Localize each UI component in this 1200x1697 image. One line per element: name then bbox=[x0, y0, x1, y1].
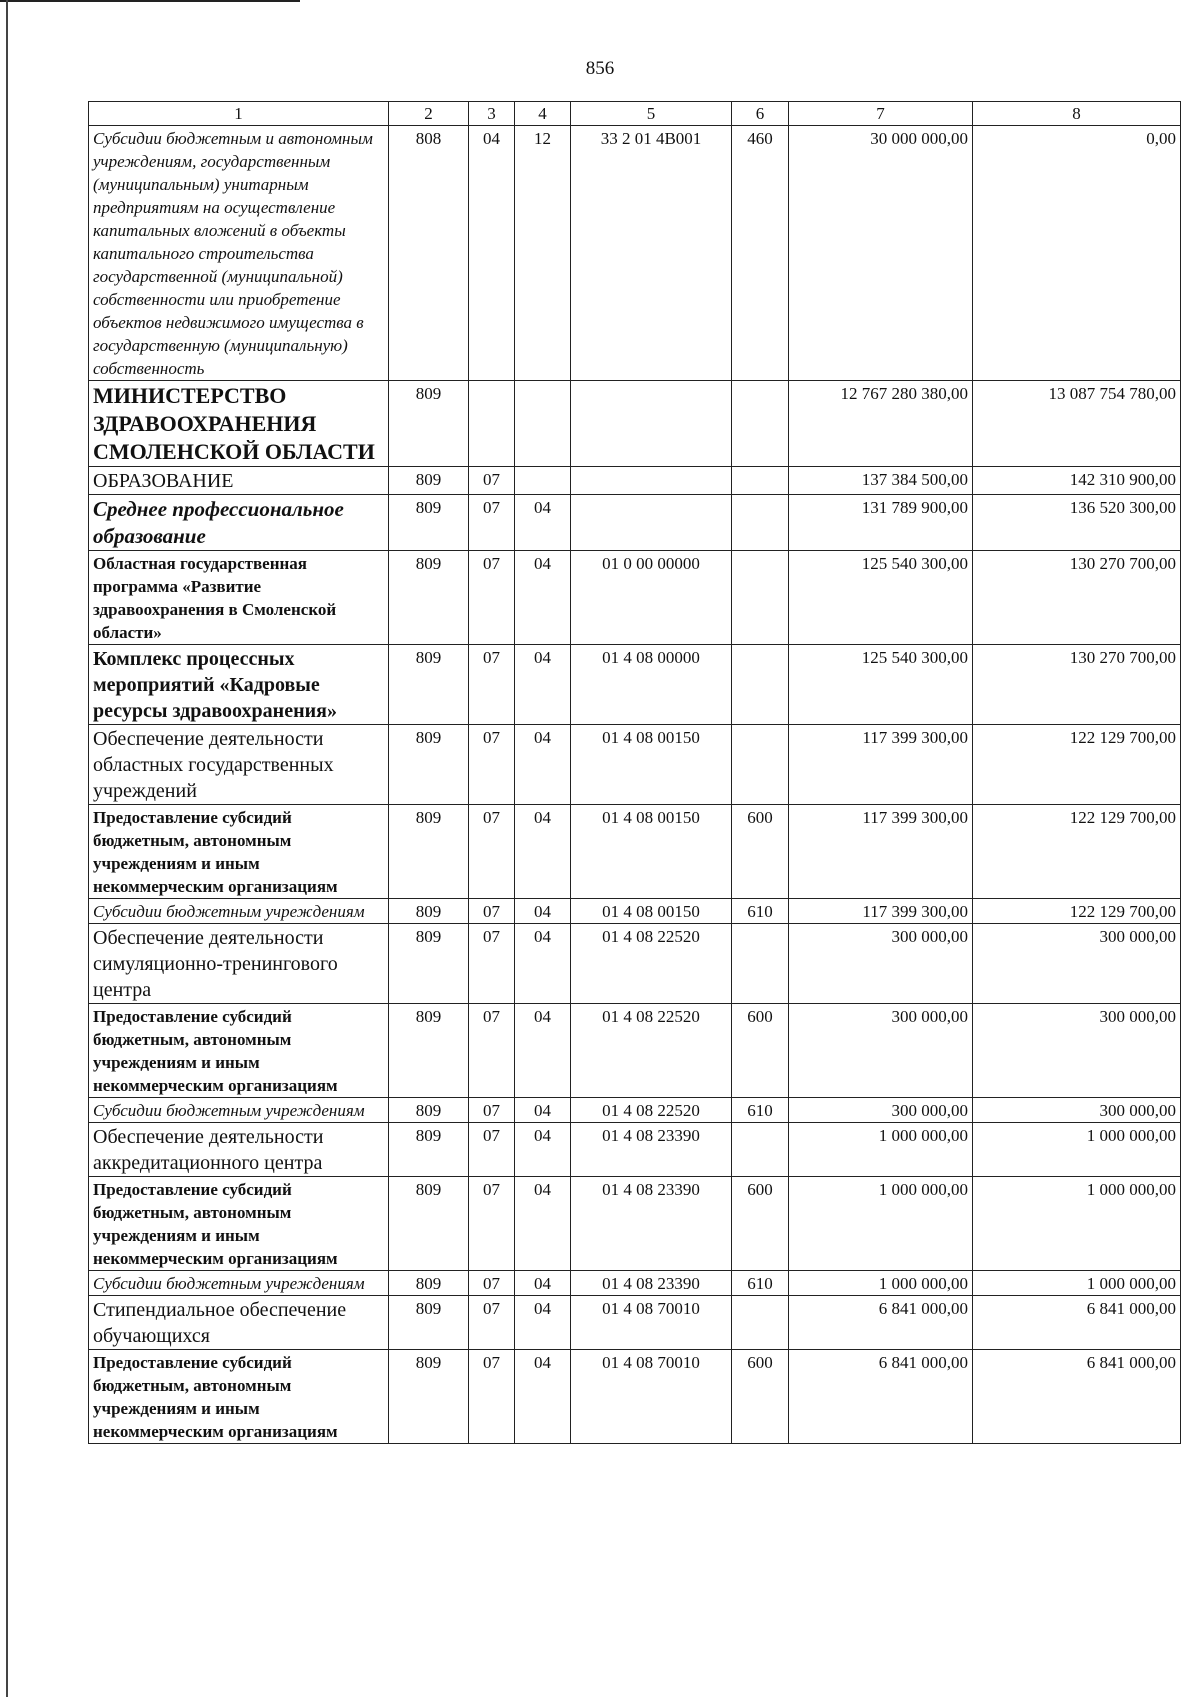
target-article-cell: 01 0 00 00000 bbox=[571, 551, 732, 645]
row-name-cell: Обеспечение деятельности симуляционно-тренингового центра bbox=[89, 924, 389, 1004]
amount-year1-cell: 117 399 300,00 bbox=[789, 725, 973, 805]
table-row bbox=[89, 381, 1181, 467]
amount-year1-cell: 125 540 300,00 bbox=[789, 551, 973, 645]
subsection-code-cell: 04 bbox=[515, 1296, 571, 1350]
header-cell: 8 bbox=[973, 102, 1181, 126]
section-code-cell: 07 bbox=[469, 1296, 515, 1350]
admin-code-cell: 809 bbox=[389, 805, 469, 899]
header-cell: 7 bbox=[789, 102, 973, 126]
amount-year2-cell: 136 520 300,00 bbox=[973, 495, 1181, 551]
section-code-cell: 07 bbox=[469, 1004, 515, 1098]
amount-year1-cell: 6 841 000,00 bbox=[789, 1350, 973, 1444]
admin-code-cell: 809 bbox=[389, 495, 469, 551]
target-article-cell: 01 4 08 00000 bbox=[571, 645, 732, 725]
admin-code-cell: 809 bbox=[389, 467, 469, 495]
table-body bbox=[89, 126, 1181, 1444]
row-name-cell: Субсидии бюджетным учреждениям bbox=[89, 899, 389, 924]
header-row bbox=[89, 102, 1181, 126]
section-code-cell: 07 bbox=[469, 924, 515, 1004]
admin-code-cell: 809 bbox=[389, 645, 469, 725]
row-name-cell: Предоставление субсидий бюджетным, автономным учреждениям и иным некоммерческим организациям bbox=[89, 1350, 389, 1444]
admin-code-cell: 809 bbox=[389, 725, 469, 805]
row-name-cell: Предоставление субсидий бюджетным, автономным учреждениям и иным некоммерческим организациям bbox=[89, 1177, 389, 1271]
admin-code-cell: 809 bbox=[389, 1296, 469, 1350]
header-cell: 2 bbox=[389, 102, 469, 126]
subsection-code-cell: 04 bbox=[515, 1098, 571, 1123]
target-article-cell: 01 4 08 00150 bbox=[571, 899, 732, 924]
table-row bbox=[89, 126, 1181, 381]
scan-edge-left bbox=[6, 0, 8, 1697]
amount-year2-cell: 6 841 000,00 bbox=[973, 1296, 1181, 1350]
subsection-code-cell: 04 bbox=[515, 805, 571, 899]
subsection-code-cell: 04 bbox=[515, 1004, 571, 1098]
section-code-cell bbox=[469, 381, 515, 467]
subsection-code-cell: 04 bbox=[515, 645, 571, 725]
expense-type-cell bbox=[732, 551, 789, 645]
table-row bbox=[89, 467, 1181, 495]
subsection-code-cell: 04 bbox=[515, 899, 571, 924]
row-name-cell: Обеспечение деятельности аккредитационного центра bbox=[89, 1123, 389, 1177]
admin-code-cell: 809 bbox=[389, 551, 469, 645]
admin-code-cell: 809 bbox=[389, 1004, 469, 1098]
amount-year2-cell: 1 000 000,00 bbox=[973, 1177, 1181, 1271]
subsection-code-cell: 04 bbox=[515, 551, 571, 645]
table-row bbox=[89, 805, 1181, 899]
section-code-cell: 07 bbox=[469, 551, 515, 645]
header-cell: 3 bbox=[469, 102, 515, 126]
expense-type-cell: 600 bbox=[732, 1350, 789, 1444]
subsection-code-cell bbox=[515, 381, 571, 467]
target-article-cell bbox=[571, 495, 732, 551]
table-row bbox=[89, 899, 1181, 924]
amount-year1-cell: 1 000 000,00 bbox=[789, 1271, 973, 1296]
expense-type-cell: 600 bbox=[732, 1004, 789, 1098]
expense-type-cell bbox=[732, 645, 789, 725]
table-row bbox=[89, 1271, 1181, 1296]
target-article-cell: 01 4 08 00150 bbox=[571, 725, 732, 805]
expense-type-cell: 610 bbox=[732, 899, 789, 924]
admin-code-cell: 809 bbox=[389, 1350, 469, 1444]
section-code-cell: 07 bbox=[469, 1123, 515, 1177]
section-code-cell: 07 bbox=[469, 1271, 515, 1296]
table-row bbox=[89, 1350, 1181, 1444]
header-cell: 5 bbox=[571, 102, 732, 126]
row-name-cell: Комплекс процессных мероприятий «Кадровые ресурсы здравоохранения» bbox=[89, 645, 389, 725]
admin-code-cell: 809 bbox=[389, 381, 469, 467]
target-article-cell: 01 4 08 22520 bbox=[571, 924, 732, 1004]
row-name-cell: Среднее профессиональное образование bbox=[89, 495, 389, 551]
target-article-cell: 01 4 08 70010 bbox=[571, 1350, 732, 1444]
subsection-code-cell: 04 bbox=[515, 924, 571, 1004]
target-article-cell: 01 4 08 23390 bbox=[571, 1177, 732, 1271]
amount-year2-cell: 300 000,00 bbox=[973, 1098, 1181, 1123]
row-name-cell: Областная государственная программа «Развитие здравоохранения в Смоленской области» bbox=[89, 551, 389, 645]
row-name-cell: ОБРАЗОВАНИЕ bbox=[89, 467, 389, 495]
admin-code-cell: 809 bbox=[389, 1123, 469, 1177]
table-row bbox=[89, 1123, 1181, 1177]
amount-year2-cell: 122 129 700,00 bbox=[973, 725, 1181, 805]
section-code-cell: 07 bbox=[469, 805, 515, 899]
row-name-cell: Предоставление субсидий бюджетным, автономным учреждениям и иным некоммерческим организациям bbox=[89, 1004, 389, 1098]
admin-code-cell: 808 bbox=[389, 126, 469, 381]
target-article-cell bbox=[571, 467, 732, 495]
table-row bbox=[89, 1177, 1181, 1271]
amount-year1-cell: 1 000 000,00 bbox=[789, 1177, 973, 1271]
amount-year2-cell: 122 129 700,00 bbox=[973, 805, 1181, 899]
amount-year2-cell: 0,00 bbox=[973, 126, 1181, 381]
section-code-cell: 07 bbox=[469, 725, 515, 805]
row-name-cell: Субсидии бюджетным и автономным учреждениям, государственным (муниципальным) унитарным предприятиям на осуществление капитальных вложений в объекты капитального строительства государственной (муниципальной) собственности или приобретение объектов недвижимого имущества в государственную (муниципальную) собственность bbox=[89, 126, 389, 381]
expense-type-cell bbox=[732, 924, 789, 1004]
amount-year2-cell: 1 000 000,00 bbox=[973, 1271, 1181, 1296]
amount-year1-cell: 300 000,00 bbox=[789, 1098, 973, 1123]
admin-code-cell: 809 bbox=[389, 924, 469, 1004]
section-code-cell: 07 bbox=[469, 645, 515, 725]
table-row bbox=[89, 1296, 1181, 1350]
amount-year1-cell: 300 000,00 bbox=[789, 1004, 973, 1098]
amount-year2-cell: 300 000,00 bbox=[973, 924, 1181, 1004]
section-code-cell: 04 bbox=[469, 126, 515, 381]
section-code-cell: 07 bbox=[469, 1177, 515, 1271]
admin-code-cell: 809 bbox=[389, 1271, 469, 1296]
table-row bbox=[89, 1098, 1181, 1123]
page-number: 856 bbox=[585, 58, 615, 79]
target-article-cell: 33 2 01 4В001 bbox=[571, 126, 732, 381]
amount-year1-cell: 117 399 300,00 bbox=[789, 805, 973, 899]
expense-type-cell bbox=[732, 725, 789, 805]
expense-type-cell bbox=[732, 381, 789, 467]
table-row bbox=[89, 1004, 1181, 1098]
row-name-cell: Стипендиальное обеспечение обучающихся bbox=[89, 1296, 389, 1350]
expense-type-cell bbox=[732, 1296, 789, 1350]
admin-code-cell: 809 bbox=[389, 1098, 469, 1123]
header-cell: 1 bbox=[89, 102, 389, 126]
subsection-code-cell: 04 bbox=[515, 1177, 571, 1271]
amount-year1-cell: 30 000 000,00 bbox=[789, 126, 973, 381]
expense-type-cell bbox=[732, 495, 789, 551]
section-code-cell: 07 bbox=[469, 1350, 515, 1444]
expense-type-cell: 610 bbox=[732, 1098, 789, 1123]
scan-edge-top bbox=[0, 0, 300, 2]
amount-year1-cell: 131 789 900,00 bbox=[789, 495, 973, 551]
amount-year1-cell: 137 384 500,00 bbox=[789, 467, 973, 495]
target-article-cell: 01 4 08 22520 bbox=[571, 1098, 732, 1123]
target-article-cell: 01 4 08 23390 bbox=[571, 1271, 732, 1296]
header-cell: 4 bbox=[515, 102, 571, 126]
admin-code-cell: 809 bbox=[389, 1177, 469, 1271]
table-row bbox=[89, 645, 1181, 725]
target-article-cell: 01 4 08 23390 bbox=[571, 1123, 732, 1177]
table-row bbox=[89, 495, 1181, 551]
expense-type-cell bbox=[732, 1123, 789, 1177]
amount-year2-cell: 13 087 754 780,00 bbox=[973, 381, 1181, 467]
subsection-code-cell: 04 bbox=[515, 495, 571, 551]
header-cell: 6 bbox=[732, 102, 789, 126]
row-name-cell: Субсидии бюджетным учреждениям bbox=[89, 1098, 389, 1123]
subsection-code-cell: 04 bbox=[515, 1271, 571, 1296]
table-row bbox=[89, 725, 1181, 805]
section-code-cell: 07 bbox=[469, 495, 515, 551]
amount-year2-cell: 6 841 000,00 bbox=[973, 1350, 1181, 1444]
table-row bbox=[89, 551, 1181, 645]
expense-type-cell: 600 bbox=[732, 805, 789, 899]
expense-type-cell bbox=[732, 467, 789, 495]
table-row bbox=[89, 924, 1181, 1004]
amount-year1-cell: 117 399 300,00 bbox=[789, 899, 973, 924]
amount-year1-cell: 12 767 280 380,00 bbox=[789, 381, 973, 467]
budget-table bbox=[88, 101, 1181, 1444]
expense-type-cell: 460 bbox=[732, 126, 789, 381]
amount-year1-cell: 300 000,00 bbox=[789, 924, 973, 1004]
row-name-cell: Обеспечение деятельности областных государственных учреждений bbox=[89, 725, 389, 805]
target-article-cell: 01 4 08 70010 bbox=[571, 1296, 732, 1350]
subsection-code-cell: 12 bbox=[515, 126, 571, 381]
target-article-cell: 01 4 08 22520 bbox=[571, 1004, 732, 1098]
subsection-code-cell: 04 bbox=[515, 1350, 571, 1444]
expense-type-cell: 600 bbox=[732, 1177, 789, 1271]
amount-year2-cell: 130 270 700,00 bbox=[973, 551, 1181, 645]
subsection-code-cell: 04 bbox=[515, 1123, 571, 1177]
amount-year2-cell: 142 310 900,00 bbox=[973, 467, 1181, 495]
target-article-cell: 01 4 08 00150 bbox=[571, 805, 732, 899]
section-code-cell: 07 bbox=[469, 899, 515, 924]
row-name-cell: Предоставление субсидий бюджетным, автономным учреждениям и иным некоммерческим организациям bbox=[89, 805, 389, 899]
amount-year1-cell: 6 841 000,00 bbox=[789, 1296, 973, 1350]
amount-year2-cell: 300 000,00 bbox=[973, 1004, 1181, 1098]
target-article-cell bbox=[571, 381, 732, 467]
amount-year2-cell: 1 000 000,00 bbox=[973, 1123, 1181, 1177]
amount-year2-cell: 122 129 700,00 bbox=[973, 899, 1181, 924]
expense-type-cell: 610 bbox=[732, 1271, 789, 1296]
amount-year1-cell: 1 000 000,00 bbox=[789, 1123, 973, 1177]
amount-year2-cell: 130 270 700,00 bbox=[973, 645, 1181, 725]
row-name-cell: Субсидии бюджетным учреждениям bbox=[89, 1271, 389, 1296]
subsection-code-cell bbox=[515, 467, 571, 495]
row-name-cell: МИНИСТЕРСТВО ЗДРАВООХРАНЕНИЯ СМОЛЕНСКОЙ ОБЛАСТИ bbox=[89, 381, 389, 467]
subsection-code-cell: 04 bbox=[515, 725, 571, 805]
admin-code-cell: 809 bbox=[389, 899, 469, 924]
section-code-cell: 07 bbox=[469, 467, 515, 495]
amount-year1-cell: 125 540 300,00 bbox=[789, 645, 973, 725]
section-code-cell: 07 bbox=[469, 1098, 515, 1123]
